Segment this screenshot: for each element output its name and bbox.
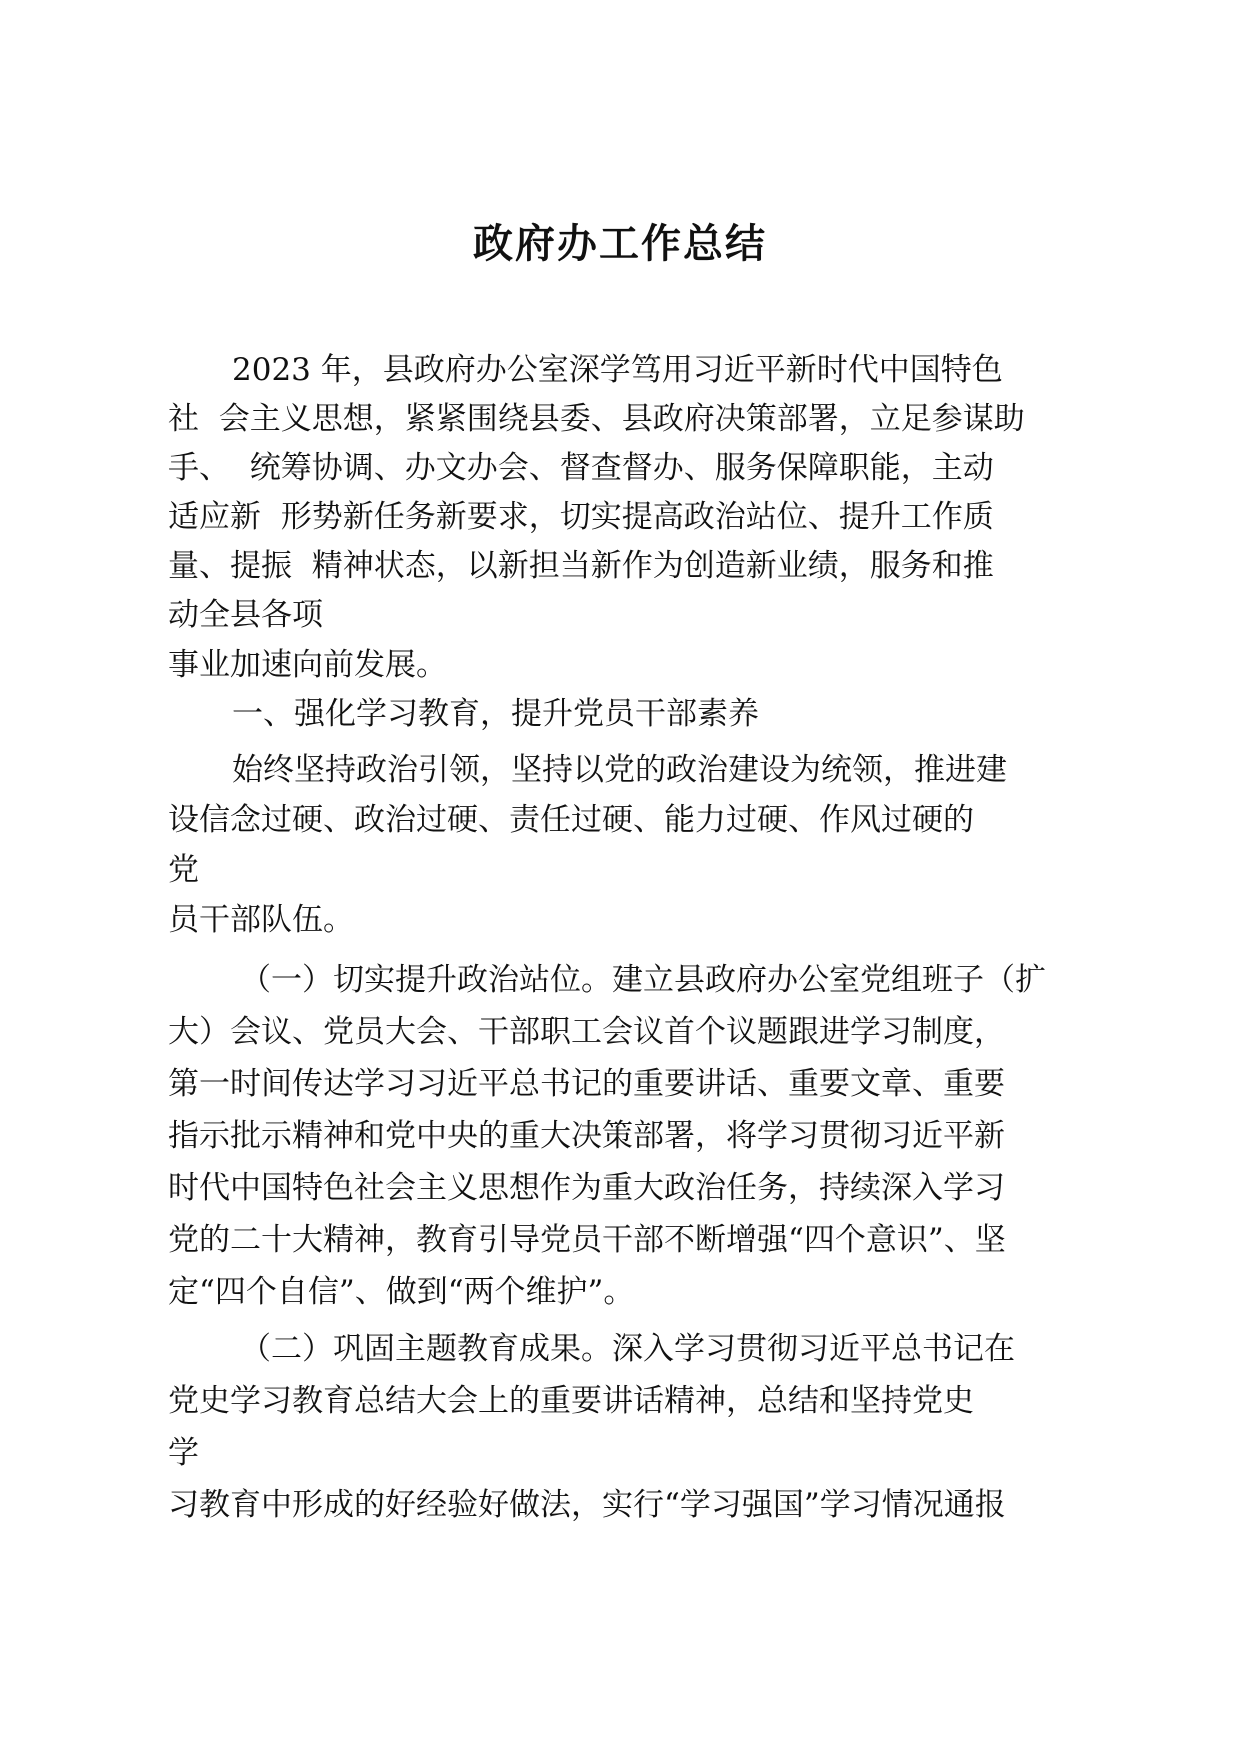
body-line: 时代中国特色社会主义思想作为重大政治任务，持续深入学习 (168, 1170, 1005, 1206)
body-line: 量、提振 精神状态，以新担当新作为创造新业绩，服务和推 (168, 548, 994, 584)
body-line: 事业加速向前发展。 (168, 647, 447, 683)
body-line: 设信念过硬、政治过硬、责任过硬、能力过硬、作风过硬的 (168, 802, 974, 838)
body-line: 大）会议、党员大会、干部职工会议首个议题跟进学习制度， (168, 1014, 1005, 1050)
section-heading: 一、强化学习教育，提升党员干部素养 (232, 696, 759, 732)
body-line: （一）切实提升政治站位。建立县政府办公室党组班子（扩 (240, 962, 1046, 998)
body-line: （二）巩固主题教育成果。深入学习贯彻习近平总书记在 (240, 1331, 1015, 1367)
body-line: 定“四个自信”、做到“两个维护”。 (168, 1274, 635, 1310)
body-line: 2023 年，县政府办公室深学笃用习近平新时代中国特色 (232, 352, 1003, 388)
body-line: 学 (168, 1435, 199, 1471)
body-line: 指示批示精神和党中央的重大决策部署，将学习贯彻习近平新 (168, 1118, 1005, 1154)
body-line: 动全县各项 (168, 597, 323, 633)
body-line: 党 (168, 852, 199, 888)
body-line: 手、 统筹协调、办文办会、督查督办、服务保障职能，主动 (168, 450, 994, 486)
body-line: 适应新 形势新任务新要求，切实提高政治站位、提升工作质 (168, 499, 994, 535)
body-line: 习教育中形成的好经验好做法，实行“学习强国”学习情况通报 (168, 1487, 1006, 1523)
document-title: 政府办工作总结 (473, 221, 767, 267)
body-line: 始终坚持政治引领，坚持以党的政治建设为统领，推进建 (232, 752, 1007, 788)
body-line: 党史学习教育总结大会上的重要讲话精神，总结和坚持党史 (168, 1383, 974, 1419)
body-line: 社 会主义思想，紧紧围绕县委、县政府决策部署，立足参谋助 (168, 401, 1025, 437)
body-line: 党的二十大精神，教育引导党员干部不断增强“四个意识”、坚 (168, 1222, 1006, 1258)
body-line: 员干部队伍。 (168, 902, 354, 938)
body-line: 第一时间传达学习习近平总书记的重要讲话、重要文章、重要 (168, 1066, 1005, 1102)
